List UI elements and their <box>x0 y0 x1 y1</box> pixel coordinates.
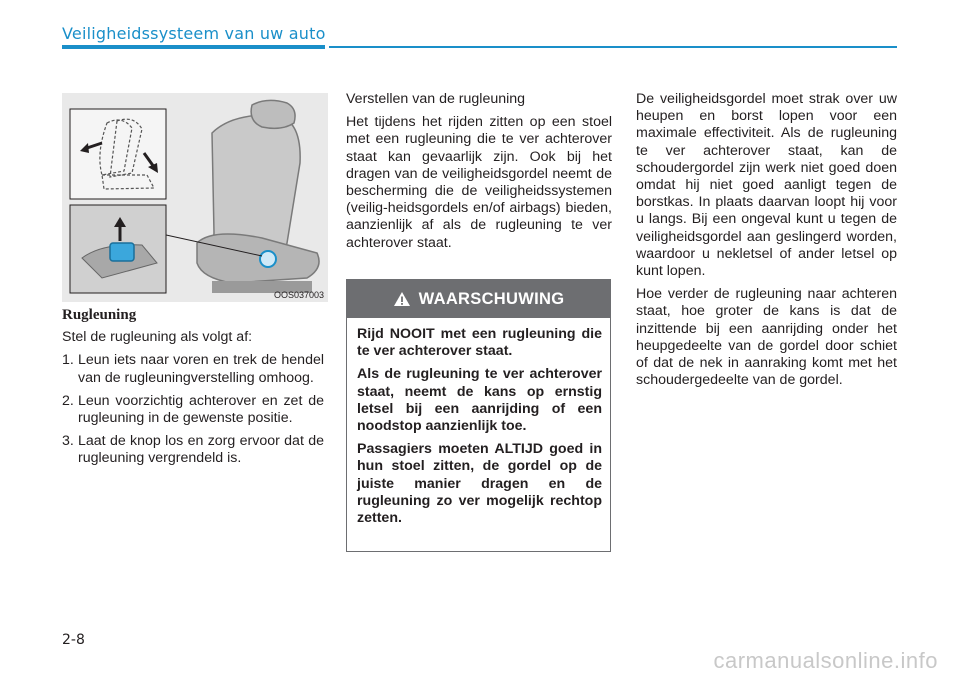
step-number: 2. <box>62 392 74 409</box>
header-rule <box>329 46 897 48</box>
left-column <box>62 303 324 474</box>
warning-paragraph: Passagiers moeten ALTIJD goed in hun stoel zitten, de gordel op de juiste manier dragen en de rugleuning zo ver mogelijk rechtop zetten. <box>357 441 602 527</box>
seat-drawing <box>62 93 328 302</box>
middle-column <box>346 91 612 258</box>
header-accent-bar <box>62 45 325 49</box>
inset-recline-diagram <box>70 109 166 199</box>
step-text: Laat de knop los en zorg ervoor dat de rugleuning vergrendeld is. <box>78 433 324 467</box>
step-item <box>62 433 324 467</box>
step-item <box>62 393 324 427</box>
lever-icon <box>110 243 134 261</box>
step-item <box>62 352 324 386</box>
warning-header <box>347 280 610 318</box>
seat-cushion <box>197 234 319 283</box>
warning-triangle-icon <box>393 291 411 307</box>
middle-heading: Verstellen van de rugleuning <box>346 91 526 107</box>
section-title: Veiligheidssysteem van uw auto <box>62 24 326 43</box>
lever-highlight <box>260 251 276 267</box>
warning-paragraph: Rijd NOOIT met een rugleuning die te ver achterover staat. <box>357 326 602 360</box>
warning-label: WAARSCHUWING <box>418 289 565 308</box>
middle-paragraph: Het tijdens het rijden zitten op een stoel met een rugleuning die te ver achterover staat kan gevaarlijk zijn. Ook bij het dragen van de veiligheidsgordel neemt de bescherming die de veiligheidssystemen (veilig-heidsgordels en/of airbags) bieden, aanzienlijk af als de rugleuning te ver achterover staat. <box>346 114 612 251</box>
step-text: Leun voorzichtig achterover en zet de rugleuning in de gewenste positie. <box>78 392 324 427</box>
warning-box <box>346 279 611 552</box>
step-number: 1. <box>62 352 74 369</box>
intro-text: Stel de rugleuning als volgt af: <box>62 329 253 346</box>
headrest <box>251 100 295 128</box>
figure-code: OOS037003 <box>273 290 324 300</box>
warning-paragraph: Als de rugleuning te ver achterover staat, neemt de kans op ernstig letsel bij een aanrijding of een noodstop aanzienlijk toe. <box>357 366 602 435</box>
step-number: 3. <box>62 433 74 450</box>
page-number: 2-8 <box>62 632 85 648</box>
seat-illustration <box>62 93 328 302</box>
warning-body <box>347 318 610 527</box>
right-column <box>636 91 897 395</box>
right-paragraph: Hoe verder de rugleuning naar achteren staat, hoe groter de kans is dat de inzittende bij een aanrijding onder het heupgedeelte van de gordel door schiet of dat de nek in aanraking komt met het schoudergedeelte van de gordel. <box>636 286 897 389</box>
watermark: carmanualsonline.info <box>713 648 938 673</box>
section-heading: Rugleuning <box>62 307 137 323</box>
step-text: Leun iets naar voren en trek de hendel van de rugleuningverstelling omhoog. <box>78 352 324 386</box>
right-paragraph: De veiligheidsgordel moet strak over uw heupen en borst lopen voor een maximale effectiviteit. Als de rugleuning te ver achterover staat, kan de schoudergordel zijn werk niet goed doen omdat hij niet goed aanligt tegen de borstkas. In plaats daarvan loopt hij voor u langs. Bij een ongeval kunt u tegen de veiligheidsgordel aan geslingerd worden, waardoor u nekletsel of ander letsel op kunt lopen. <box>636 91 897 280</box>
